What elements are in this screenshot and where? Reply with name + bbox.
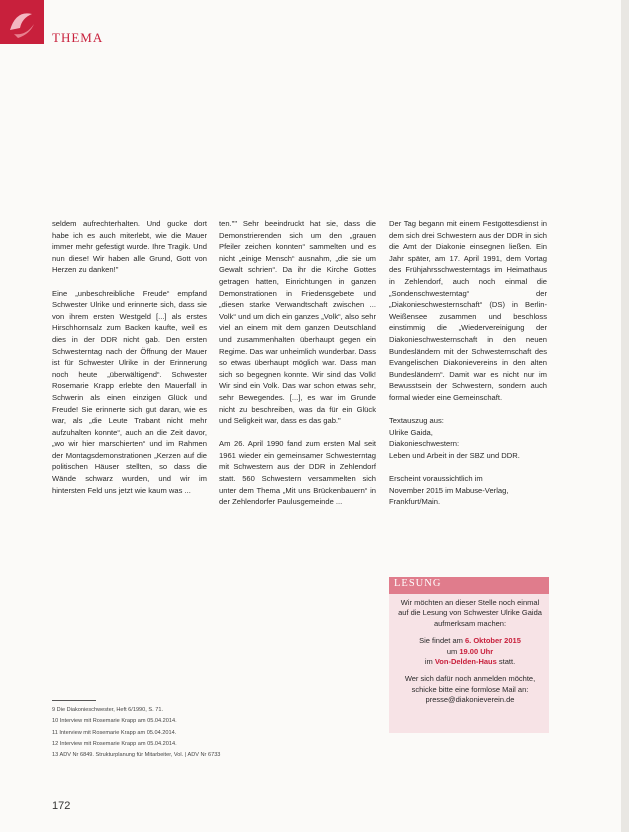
excerpt-source [389, 415, 547, 461]
excerpt-subtitle: Leben und Arbeit in der SBZ und DDR. [389, 450, 520, 460]
paragraph: ten."" Sehr beeindruckt hat sie, dass die Demonstrierenden sich um den „grauen Pfeiler zeichen konnten“ sammelten und es nicht „einige Mensch“ ausnahm, „die sie um Gewalt schrien“. Da ihr die Kirche Gottes getragen hatten, Einrichtungen in ganzen Demonstrationen in Friedensgebete und „diesen starke Verwandtschaft zwischen ... Volk“ und um dich ein ganzes „Volk“, also sehr viel an einem mit dem ganzen Deutschland und zusammenhalten überhaupt gegen ein Regime. Das war unheimlich wunderbar. Dass so etwas überhaupt möglich war. Dass man sich so begegnen konnte. Wir sind das Volk! Wir sind ein Volk. Das war schon etwas sehr, sehr Bewegendes. [...], es war im Grunde nicht zu beschreiben, was da für ein Glück und Seligkeit war, dass es das gab." [219, 219, 376, 426]
footnote-divider [52, 700, 96, 701]
paragraph: Der Tag begann mit einem Festgottesdienst in dem sich drei Schwestern aus der DDR in sich die Amt der Diakonie einsegnen ließen. Ein Jahr später, am 17. April 1991, dem Vortag des Frühjahrsschwesterntags im Heimathaus in Zehlendorf, auch noch einmal die „Sondenschwesterntag“ der „Diakonieschwesternschaft“ (DS) in Berlin-Weißensee zusammen und beschloss einstimmig die „Wiedervereinigung der Diakonieschwesternschaft in den neuen Bundesländern mit der Schwesternschaft des Evangelischen Diakonievereins in den alten Bundesländern“. Damit war es nicht nur im Bewusstsein der Schwestern, sondern auch formal wieder eine Gemeinschaft. [389, 219, 547, 402]
lesung-title: LESUNG [389, 577, 549, 594]
footnote: 10 Interview mit Rosemarie Krapp am 05.04.2014. [52, 718, 177, 725]
lesung-time: 19.00 Uhr [459, 646, 494, 656]
excerpt-author: Ulrike Gaida, [389, 427, 433, 437]
lesung-intro: Wir möchten an dieser Stelle noch einmal auf die Lesung von Schwester Ulrike Gaida aufmerksam machen: [398, 598, 542, 628]
text-column-3 [389, 218, 547, 519]
publication-line: Erscheint voraussichtlich im [389, 474, 483, 484]
lesung-contact-text: Wer sich dafür noch anmelden möchte, schicke bitte eine formlose Mail an: [404, 674, 536, 694]
section-title: THEMA [52, 30, 104, 45]
lesung-box [389, 577, 549, 733]
page-edge [621, 0, 629, 832]
publication-line: November 2015 im Mabuse-Verlag, [389, 485, 509, 495]
publication-note [389, 473, 547, 508]
paragraph: seldem aufrechterhalten. Und gucke dort habe ich es auch miterlebt, wie die Mauer immer mehr gefestigt wurde. Ihre Tragik. Und nun diese! Wir haben alle Grund, Gott von Herzen zu danken!" [52, 219, 207, 275]
excerpt-title: Diakonieschwestern: [389, 439, 460, 449]
footnote: 13 ADV Nr 6849. Strukturplanung für Mitarbeiter, Vol. | ADV Nr 6733 [52, 752, 221, 759]
lesung-text: Sie findet am [419, 636, 463, 646]
lesung-details [397, 636, 543, 667]
excerpt-label: Textauszug aus: [389, 416, 444, 426]
lesung-place: Von-Delden-Haus [434, 657, 497, 667]
lesung-text: um [446, 646, 458, 656]
diakonieverein-logo [0, 0, 44, 44]
lesung-contact [397, 674, 543, 705]
footnotes [52, 705, 382, 761]
footnote: 9 Die Diakonieschwester, Heft 6/1990, S. 71. [52, 707, 164, 713]
footnote: 11 Interview mit Rosemarie Krapp am 05.04.2014. [52, 729, 177, 736]
text-column-1 [52, 218, 207, 508]
page-number: 172 [52, 800, 71, 812]
text-column-2 [219, 218, 376, 519]
lesung-text: statt. [498, 657, 516, 667]
publication-line: Frankfurt/Main. [389, 497, 441, 507]
paragraph: Eine „unbeschreibliche Freude“ empfand Schwester Ulrike und erinnerte sich, dass sie von ihrem ersten Westgeld [...] als erstes Hirschhornsalz zum Backen kaufte, weil es dies in der DDR nicht gab. Den ersten Schwesterntag nach der Öffnung der Mauer ist für Schwester Ulrike in der Erinnerung noch heute „überwältigend“. Schwester Rosemarie Krapp erlebte den Mauerfall in Schwerin als einen einzigen Glück und Freude! Sie erinnerte sich gut daran, wie es war, als „die Leute Trabant nicht mehr aufzuhalten konnte“, auch an die Zeit davor, „wo wir hier marschierten“ und im Rahmen der Montagsdemonstrationen „Kerzen auf die politischen Häuser stellten, so dass die Wände schwarz wurden, und wir im hintersten Feld uns jetzt wie kaum was ... [52, 288, 207, 495]
paragraph: Am 26. April 1990 fand zum ersten Mal seit 1961 wieder ein gemeinsamer Schwesterntag mit Schwestern aus der DDR in Zehlendorf statt. 560 Schwestern versammelten sich unter dem Thema „Mit uns Brückenbauern“ in der Zehlendorfer Paulusgemeinde ... [219, 439, 376, 507]
lesung-text: im [424, 657, 433, 667]
lesung-email-link[interactable]: presse@diakonieverein.de [425, 695, 515, 705]
lesung-date: 6. Oktober 2015 [465, 636, 521, 646]
lesung-body [389, 594, 549, 706]
footnote: 12 Interview mit Rosemarie Krapp am 05.04.2014. [52, 740, 177, 747]
